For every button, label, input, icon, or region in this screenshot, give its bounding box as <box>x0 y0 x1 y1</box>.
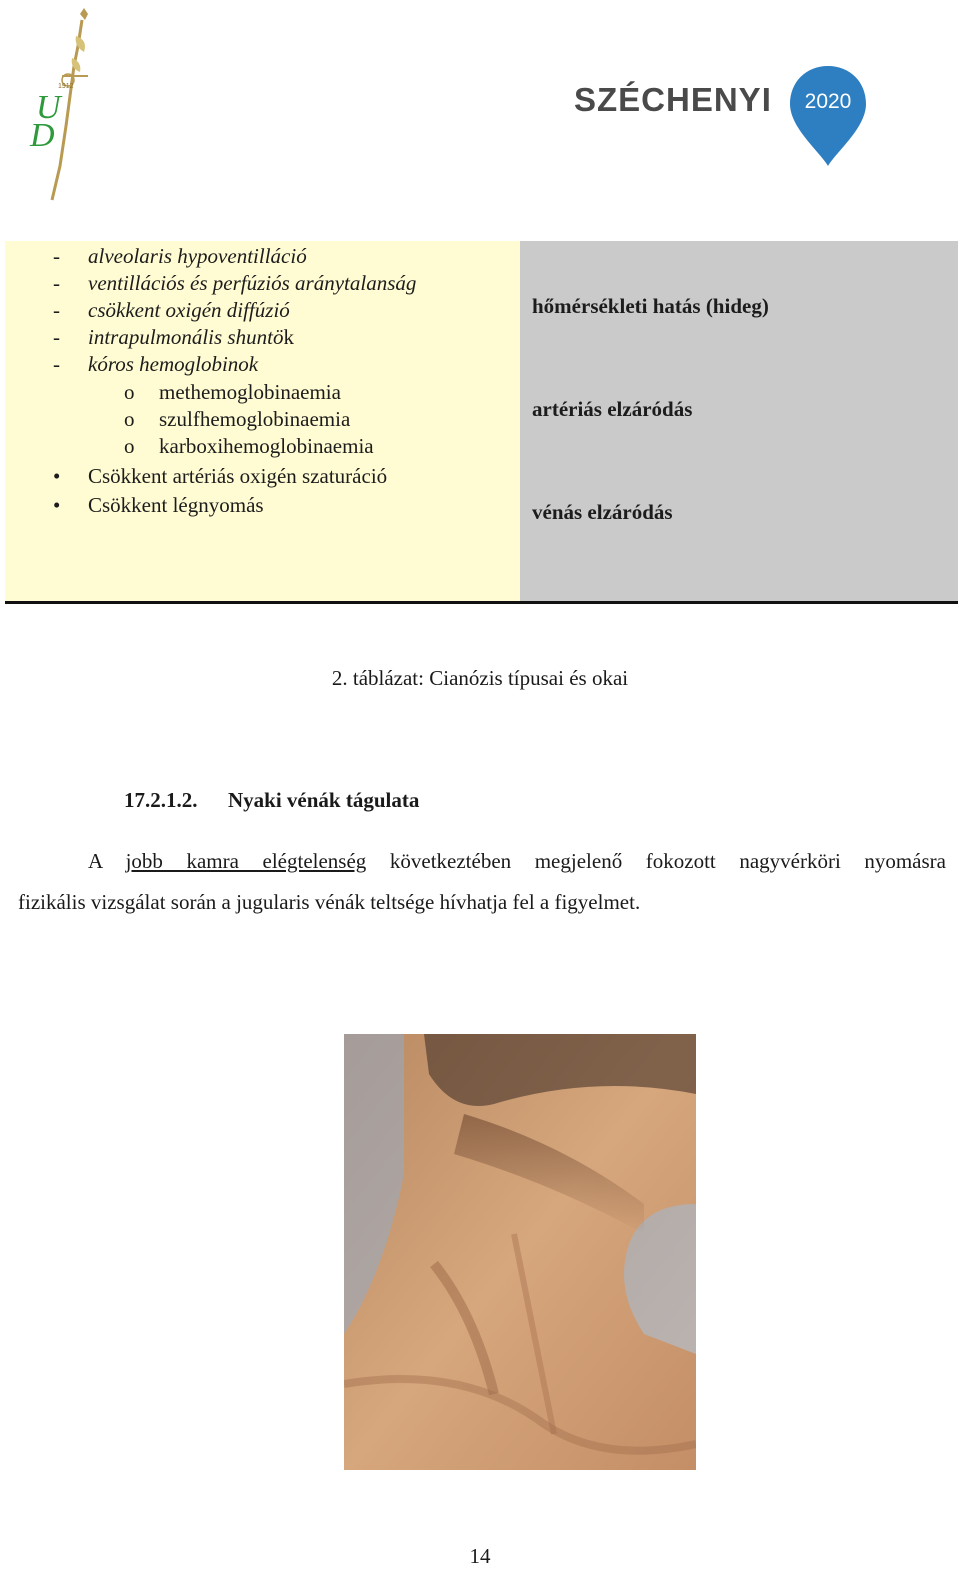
svg-text:U: U <box>36 89 61 126</box>
szechenyi-wordmark: SZÉCHENYI <box>574 81 772 118</box>
svg-text:1912: 1912 <box>58 83 74 90</box>
neck-image <box>344 1034 696 1470</box>
cyanosis-table <box>5 241 958 601</box>
cause-label: hőmérsékleti hatás (hideg) <box>532 294 769 318</box>
table-right-cell <box>520 241 958 601</box>
paragraph-line-1: A jobb kamra elégtelenség következtében megjelenő fokozott nagyvérköri nyomásra <box>88 849 946 873</box>
university-crest-icon <box>22 6 102 202</box>
section-title: Nyaki vénák tágulata <box>228 788 420 812</box>
neck-veins-photo <box>344 1034 696 1470</box>
section-heading <box>124 788 419 813</box>
paragraph-line-2: fizikális vizsgálat során a jugularis vénák teltsége hívhatja fel a figyelmet. <box>18 890 641 914</box>
szechenyi-2020-logo <box>572 64 872 174</box>
university-logo <box>22 6 102 202</box>
table-left-cell: - alveolaris hypoventilláció - ventillációs és perfúziós aránytalanság - csökkent oxigén diffúzió - intrapulmonális shuntök - kóros hemoglobinok o methemoglobinaemia o szulfhemoglobinaemia o karboxihemoglobinaemia • Csökkent artériás oxigén szaturáció • Csökkent légnyomás <box>5 241 520 601</box>
cause-label: vénás elzáródás <box>532 500 673 524</box>
logo-year: 2020 <box>804 90 852 113</box>
page-number: 14 <box>469 1544 491 1568</box>
map-pin-icon <box>788 64 868 168</box>
table-bottom-rule <box>5 601 958 604</box>
section-number: 17.2.1.2. <box>124 788 198 812</box>
table-caption: 2. táblázat: Cianózis típusai és okai <box>331 666 629 690</box>
underlined-term: jobb kamra elégtelenség <box>125 849 367 873</box>
cause-label: artériás elzáródás <box>532 397 693 421</box>
svg-text:D: D <box>30 117 55 154</box>
